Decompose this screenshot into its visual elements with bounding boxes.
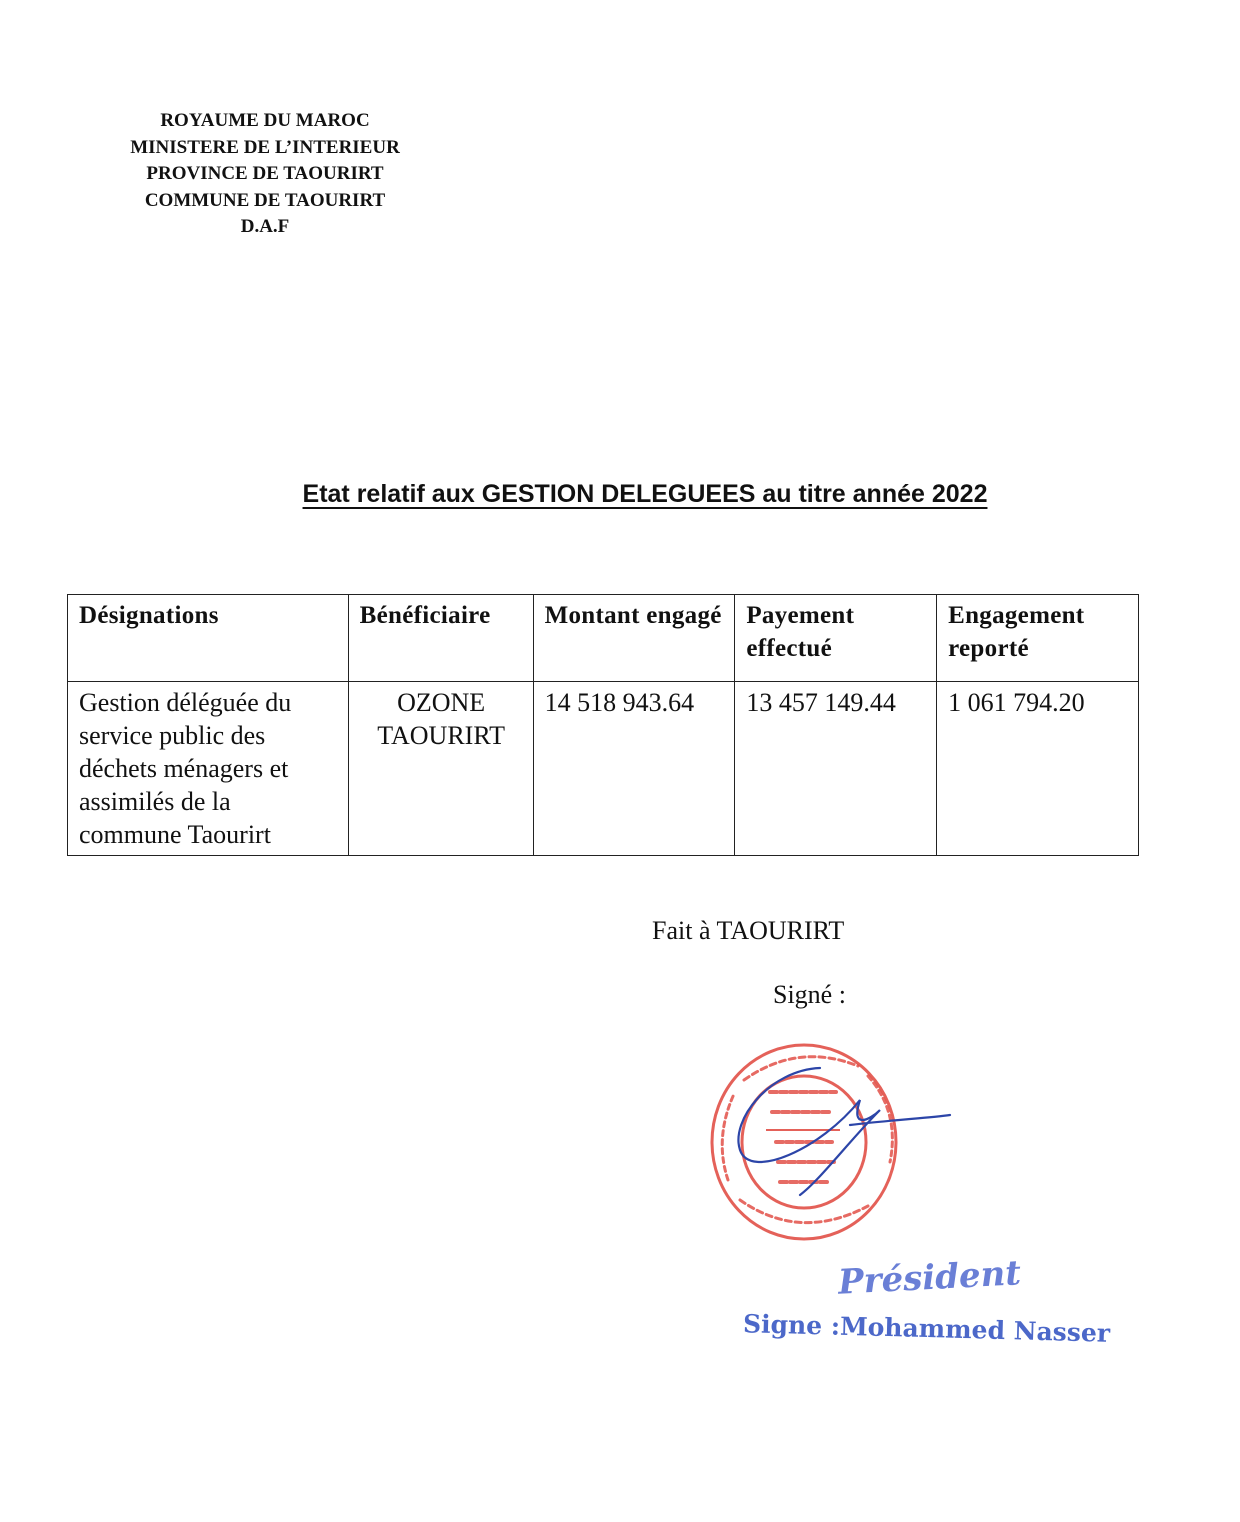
signatory-name: Signe :Mohammed Nasser — [742, 1309, 1111, 1348]
cell-montant-engage: 14 518 943.64 — [533, 682, 735, 856]
place-of-signature: Fait à TAOURIRT — [652, 916, 845, 945]
letterhead — [100, 108, 430, 241]
document-title — [0, 480, 1240, 509]
letterhead-commune: COMMUNE DE TAOURIRT — [144, 189, 386, 211]
cell-designation: Gestion déléguée du service public des déchets ménagers et assimilés de la commune Taourirt — [68, 682, 349, 856]
letterhead-kingdom: ROYAUME DU MAROC — [160, 110, 370, 131]
column-header-payement-effectue: Payement effectué — [735, 595, 937, 682]
column-header-beneficiaire: Bénéficiaire — [348, 595, 533, 682]
column-header-designations: Désignations — [68, 595, 349, 682]
cell-payement-effectue: 13 457 149.44 — [735, 682, 937, 856]
document-title-text: Etat relatif aux GESTION DELEGUEES au titre année 2022 — [302, 480, 988, 508]
gestion-table — [67, 594, 1139, 856]
cell-engagement-reporte: 1 061 794.20 — [937, 682, 1139, 856]
table-header-row — [68, 595, 1139, 682]
table-row — [68, 682, 1139, 856]
column-header-montant-engage: Montant engagé — [533, 595, 735, 682]
letterhead-province: PROVINCE DE TAOURIRT — [146, 163, 384, 184]
official-stamp — [700, 1030, 960, 1245]
letterhead-ministry: MINISTERE DE L’INTERIEUR — [130, 136, 400, 158]
letterhead-department: D.A.F — [240, 216, 290, 237]
president-label: Président — [837, 1253, 1022, 1303]
signed-label: Signé : — [773, 980, 846, 1009]
signature-stroke — [738, 1068, 950, 1195]
cell-beneficiaire: OZONE TAOURIRT — [348, 682, 533, 856]
column-header-engagement-reporte: Engagement reporté — [937, 595, 1139, 682]
